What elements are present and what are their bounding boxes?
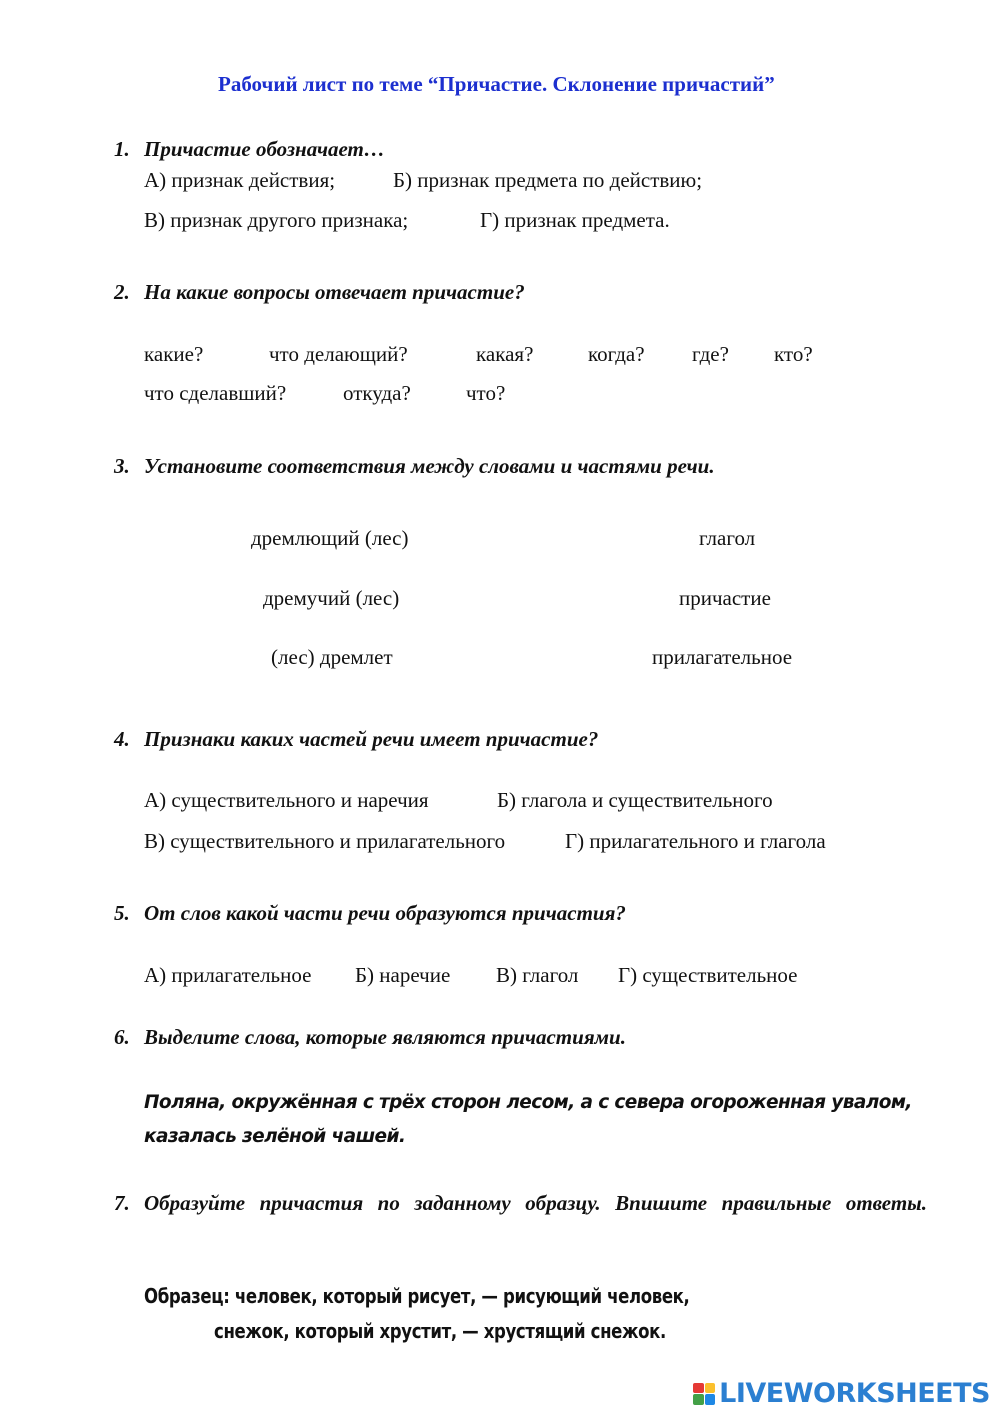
question-7-number: 7. [114,1191,130,1215]
question-2-text: На какие вопросы отвечает причастие? [144,280,525,304]
liveworksheets-logo-icon [693,1383,715,1405]
liveworksheets-logo-text: LIVEWORKSHEETS [719,1378,990,1409]
q5-option-c[interactable]: В) глагол [496,963,579,987]
q2-choice[interactable]: какая? [476,342,534,366]
q2-choice[interactable]: какие? [144,342,204,366]
q3-word[interactable]: (лес) дремлет [271,645,393,669]
q7-sample-line-1: Образец: человек, который рисует, — рисующий человек, [144,1284,690,1308]
q2-choice[interactable]: где? [692,342,729,366]
q7-sample-line-2: снежок, который хрустит, — хрустящий снежок. [214,1319,666,1343]
question-6-text: Выделите слова, которые являются причастиями. [144,1025,626,1049]
q1-option-b: Б) признак предмета по действию; [393,168,703,192]
q4-option-a[interactable]: А) существительного и наречия [144,788,429,812]
q5-option-a[interactable]: А) прилагательное [144,963,312,987]
q3-word[interactable]: дремлющий (лес) [251,526,409,550]
q2-choice[interactable]: откуда? [343,381,411,405]
q2-choice[interactable]: что делающий? [269,342,408,366]
logo-square [705,1394,716,1405]
question-3-text: Установите соответствия между словами и частями речи. [144,454,715,478]
q3-part-of-speech[interactable]: причастие [679,586,771,610]
q3-part-of-speech[interactable]: глагол [699,526,756,550]
q1-option-c: В) признак другого признака; [144,208,409,232]
question-2-number: 2. [114,280,130,304]
page-title: Рабочий лист по теме “Причастие. Склонение причастий” [218,72,775,96]
question-1-number: 1. [114,137,130,161]
question-7-text: Образуйте причастия по заданному образцу. Впишите правильные ответы. [144,1191,927,1215]
question-4-number: 4. [114,727,130,751]
q4-option-d[interactable]: Г) прилагательного и глагола [565,829,826,853]
q1-option-d: Г) признак предмета. [480,208,670,232]
q3-word[interactable]: дремучий (лес) [263,586,400,610]
question-3-number: 3. [114,454,130,478]
q2-choice[interactable]: когда? [588,342,645,366]
question-1-text: Причастие обозначает… [144,137,385,161]
q5-option-b[interactable]: Б) наречие [355,963,451,987]
logo-square [693,1383,704,1394]
logo-square [693,1394,704,1405]
question-5-text: От слов какой части речи образуются причастия? [144,901,626,925]
logo-square [705,1383,716,1394]
q2-choice[interactable]: кто? [774,342,813,366]
q6-sentence-line-2[interactable]: казалась зелёной чашей. [144,1126,406,1147]
q1-option-a: А) признак действия; [144,168,336,192]
q2-choice[interactable]: что сделавший? [144,381,287,405]
question-5-number: 5. [114,901,130,925]
liveworksheets-logo [693,1378,990,1409]
q5-option-d[interactable]: Г) существительное [618,963,798,987]
question-6-number: 6. [114,1025,130,1049]
q6-sentence-line-1[interactable]: Поляна, окружённая с трёх сторон лесом, а с севера огороженная увалом, [144,1092,912,1113]
q4-option-c[interactable]: В) существительного и прилагательного [144,829,506,853]
q3-part-of-speech[interactable]: прилагательное [652,645,793,669]
q2-choice[interactable]: что? [466,381,506,405]
q4-option-b[interactable]: Б) глагола и существительного [497,788,773,812]
question-4-text: Признаки каких частей речи имеет причастие? [144,727,599,751]
